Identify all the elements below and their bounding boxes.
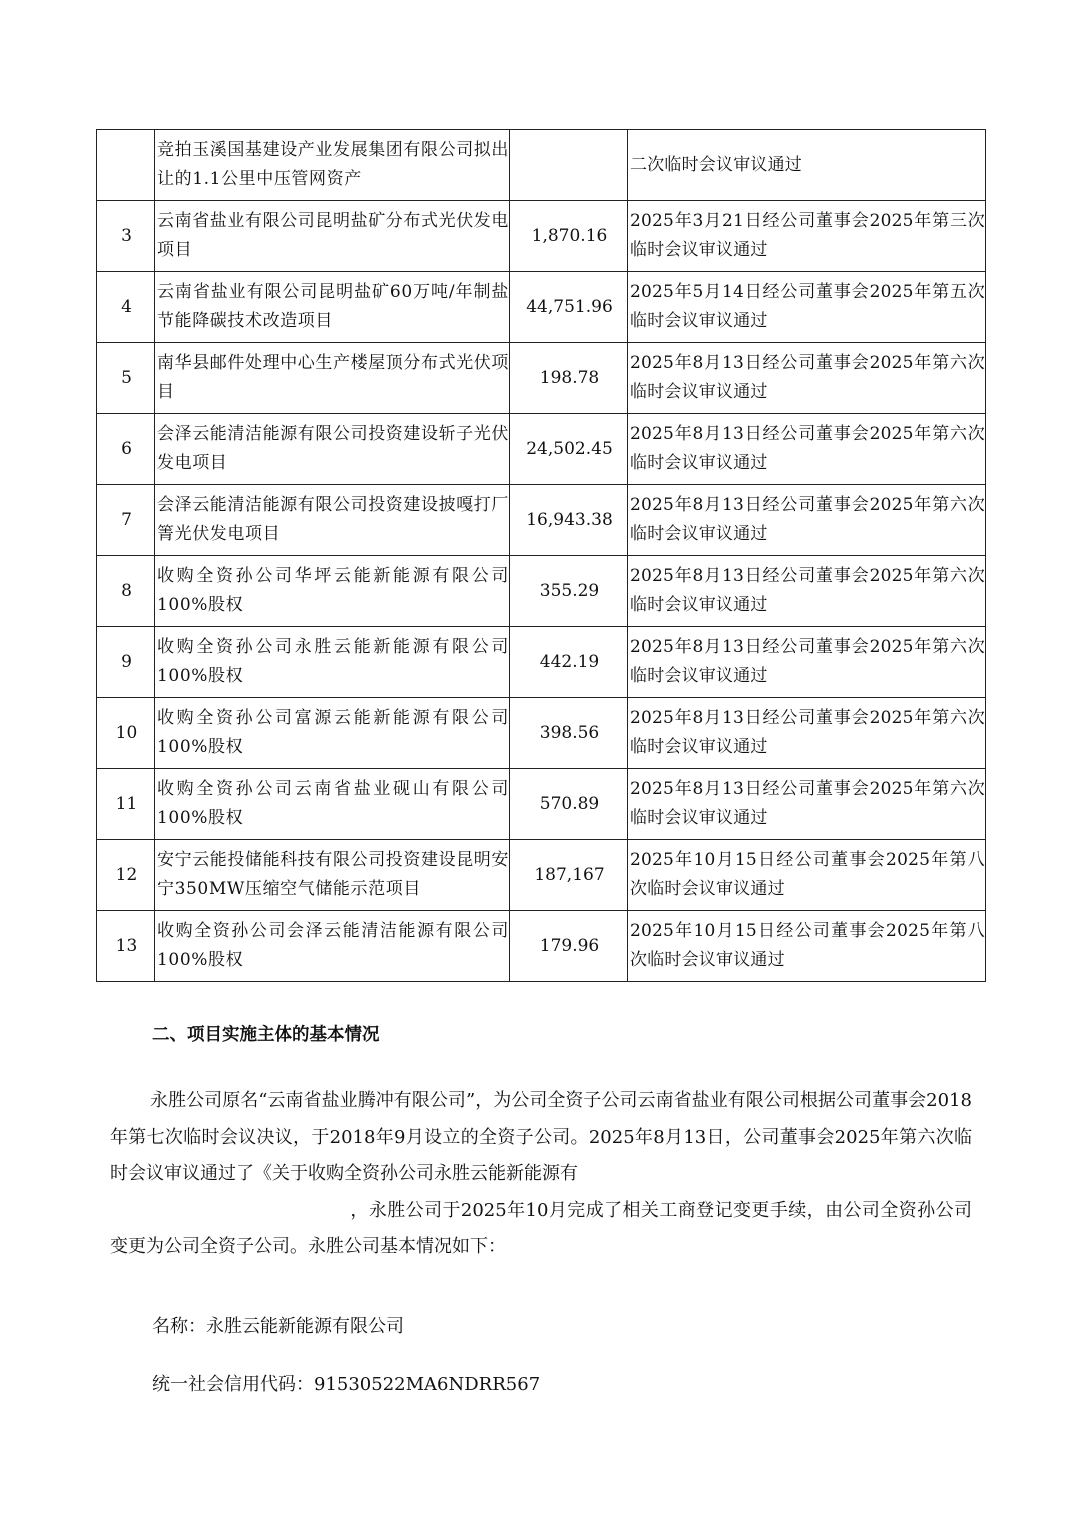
investment-amount: 398.56 xyxy=(510,698,628,769)
review-status: 2025年8月13日经公司董事会2025年第六次临时会议审议通过 xyxy=(628,414,986,485)
project-name: 竞拍玉溪国基建设产业发展集团有限公司拟出让的1.1公里中压管网资产 xyxy=(155,130,510,201)
paragraph-text-part2: ，永胜公司于2025年10月完成了相关工商登记变更手续，由公司全资孙公司变更为公司全资子公司。永胜公司基本情况如下： xyxy=(110,1199,972,1257)
review-status: 2025年5月14日经公司董事会2025年第五次临时会议审议通过 xyxy=(628,272,986,343)
paragraph-text-part1: 永胜公司原名“云南省盐业腾冲有限公司”，为公司全资子公司云南省盐业有限公司根据公司董事会2018年第七次临时会议决议，于2018年9月设立的全资子公司。2025年8月13日，公司董事会2025年第六次临时会议审议通过了《关于收购全资孙公司永胜云能新能源有 xyxy=(110,1090,972,1184)
project-name: 收购全资孙公司会泽云能清洁能源有限公司100%股权 xyxy=(155,911,510,982)
table-row xyxy=(97,840,986,911)
row-number: 12 xyxy=(97,840,155,911)
table-row xyxy=(97,201,986,272)
table-row xyxy=(97,627,986,698)
row-number: 10 xyxy=(97,698,155,769)
table-row xyxy=(97,130,986,201)
project-name: 安宁云能投储能科技有限公司投资建设昆明安宁350MW压缩空气储能示范项目 xyxy=(155,840,510,911)
table-row xyxy=(97,698,986,769)
review-status: 2025年8月13日经公司董事会2025年第六次临时会议审议通过 xyxy=(628,485,986,556)
investment-amount xyxy=(510,130,628,201)
investment-amount: 179.96 xyxy=(510,911,628,982)
company-name-line: 名称：永胜云能新能源有限公司 xyxy=(152,1316,404,1337)
credit-code-line: 统一社会信用代码：91530522MA6NDRR567 xyxy=(152,1374,541,1395)
row-number: 3 xyxy=(97,201,155,272)
investment-amount: 16,943.38 xyxy=(510,485,628,556)
table-row xyxy=(97,485,986,556)
project-name: 会泽云能清洁能源有限公司投资建设披嘎打厂箐光伏发电项目 xyxy=(155,485,510,556)
review-status: 2025年8月13日经公司董事会2025年第六次临时会议审议通过 xyxy=(628,627,986,698)
project-name: 收购全资孙公司永胜云能新能源有限公司100%股权 xyxy=(155,627,510,698)
row-number: 7 xyxy=(97,485,155,556)
review-status: 2025年8月13日经公司董事会2025年第六次临时会议审议通过 xyxy=(628,698,986,769)
table-row xyxy=(97,414,986,485)
row-number: 13 xyxy=(97,911,155,982)
table-row xyxy=(97,911,986,982)
body-paragraph xyxy=(110,1083,972,1266)
table-row xyxy=(97,769,986,840)
review-status: 2025年8月13日经公司董事会2025年第六次临时会议审议通过 xyxy=(628,343,986,414)
project-name: 云南省盐业有限公司昆明盐矿60万吨/年制盐节能降碳技术改造项目 xyxy=(155,272,510,343)
table-row xyxy=(97,343,986,414)
investment-amount: 187,167 xyxy=(510,840,628,911)
row-number xyxy=(97,130,155,201)
project-name: 收购全资孙公司华坪云能新能源有限公司100%股权 xyxy=(155,556,510,627)
row-number: 5 xyxy=(97,343,155,414)
project-table xyxy=(96,129,986,982)
project-name: 收购全资孙公司云南省盐业砚山有限公司100%股权 xyxy=(155,769,510,840)
project-name: 南华县邮件处理中心生产楼屋顶分布式光伏项目 xyxy=(155,343,510,414)
review-status: 2025年8月13日经公司董事会2025年第六次临时会议审议通过 xyxy=(628,556,986,627)
project-name: 收购全资孙公司富源云能新能源有限公司100%股权 xyxy=(155,698,510,769)
review-status: 2025年3月21日经公司董事会2025年第三次临时会议审议通过 xyxy=(628,201,986,272)
investment-amount: 24,502.45 xyxy=(510,414,628,485)
row-number: 9 xyxy=(97,627,155,698)
row-number: 4 xyxy=(97,272,155,343)
investment-amount: 442.19 xyxy=(510,627,628,698)
section-heading: 二、项目实施主体的基本情况 xyxy=(152,1025,380,1045)
investment-amount: 355.29 xyxy=(510,556,628,627)
review-status: 二次临时会议审议通过 xyxy=(628,130,986,201)
row-number: 8 xyxy=(97,556,155,627)
review-status: 2025年10月15日经公司董事会2025年第八次临时会议审议通过 xyxy=(628,840,986,911)
investment-amount: 198.78 xyxy=(510,343,628,414)
investment-amount: 44,751.96 xyxy=(510,272,628,343)
row-number: 6 xyxy=(97,414,155,485)
project-name: 会泽云能清洁能源有限公司投资建设斩子光伏发电项目 xyxy=(155,414,510,485)
table-row xyxy=(97,272,986,343)
review-status: 2025年8月13日经公司董事会2025年第六次临时会议审议通过 xyxy=(628,769,986,840)
table-row xyxy=(97,556,986,627)
review-status: 2025年10月15日经公司董事会2025年第八次临时会议审议通过 xyxy=(628,911,986,982)
investment-amount: 570.89 xyxy=(510,769,628,840)
project-name: 云南省盐业有限公司昆明盐矿分布式光伏发电项目 xyxy=(155,201,510,272)
row-number: 11 xyxy=(97,769,155,840)
investment-amount: 1,870.16 xyxy=(510,201,628,272)
